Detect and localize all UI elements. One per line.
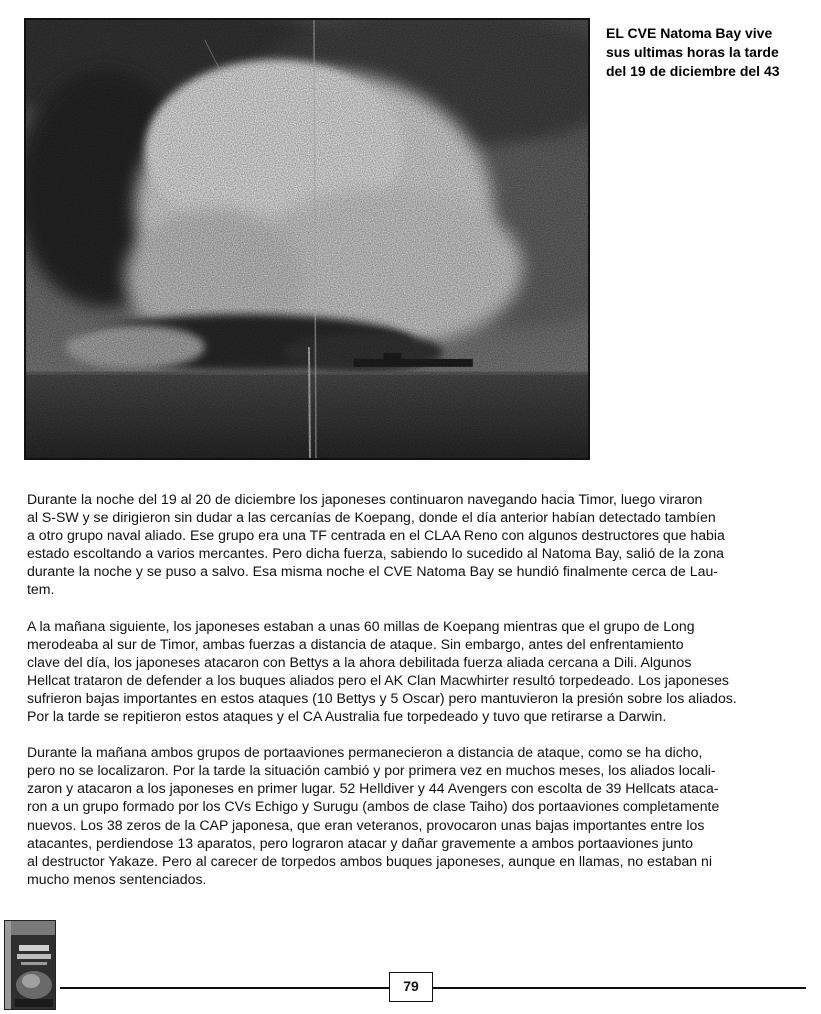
text-line: Durante la noche del 19 al 20 de diciembre los japoneses continuaron navegando hacia Timor, luego viraron (27, 491, 703, 507)
game-box-cover-icon (4, 920, 56, 1010)
text-line: nuevos. Los 38 zeros de la CAP japonesa, que eran veteranos, provocaron unas bajas importantes entre los (27, 816, 705, 833)
cover-top-band (11, 921, 55, 935)
text-line: clave del día, los japoneses atacaron con Bettys a la ahora debilitada fuerza aliada cercana a Dili. Algunos (27, 653, 692, 670)
text-line: A la mañana siguiente, los japoneses estaban a unas 60 millas de Koepang mientras que el grupo de Long (27, 617, 695, 634)
paragraph (27, 490, 817, 599)
text-line: zaron y atacaron a los japoneses en primer lugar. 52 Helldiver y 44 Avengers con escolta de 39 Hellcats ataca- (27, 780, 719, 797)
caption-line: sus ultimas horas la tarde (606, 44, 779, 60)
footer-rule-left (60, 987, 390, 989)
text-line: tem. (27, 581, 55, 598)
caption-line: EL CVE Natoma Bay vive (606, 25, 773, 41)
text-line: sufrieron bajas importantes en estos ataques (10 Bettys y 5 Oscar) pero mantuvieron la presión sobre los aliados. (27, 689, 737, 706)
warship-smoke-photo-icon (26, 20, 588, 458)
text-line: atacantes, perdiendose 13 aparatos, pero lograron atacar y dañar gravemente a ambos portaaviones junto (27, 834, 693, 851)
text-line: al destructor Yakaze. Pero al carecer de torpedos ambos buques japoneses, aunque en llamas, no estaban ni (27, 852, 713, 869)
page-number: 79 (389, 972, 433, 1002)
text-line: merodeaba al sur de Timor, ambas fuerzas a distancia de ataque. Sin embargo, antes del enfrentamiento (27, 635, 684, 652)
text-line: ron a un grupo formado por los CVs Echigo y Surugu (ambos de clase Taiho) dos portaaviones completamente (27, 798, 720, 815)
text-line: al S-SW y se dirigieron sin dudar a las cercanías de Koepang, donde el día anterior habían detectado tambíen (27, 509, 716, 526)
photo-natoma-bay (24, 18, 590, 460)
article-body (27, 490, 817, 906)
text-line: Hellcat trataron de defender a los buques aliados pero el AK Clan Macwhirter resultó torpedeado. Los japoneses (27, 671, 729, 688)
text-line: Por la tarde se repitieron estos ataques y el CA Australia fue torpedeado y tuvo que retirarse a Darwin. (27, 708, 667, 725)
photo-caption (606, 24, 816, 81)
text-line: pero no se localizaron. Por la tarde la situación cambió y por primera vez en muchos meses, los aliados locali- (27, 762, 716, 779)
text-line: durante la noche y se puso a salvo. Esa misma noche el CVE Natoma Bay se hundió finalmente cerca de Lau- (27, 563, 718, 580)
cover-art (11, 935, 56, 1010)
footer-rule-right (432, 987, 806, 989)
paragraph (27, 743, 817, 888)
caption-line: del 19 de diciembre del 43 (606, 63, 780, 79)
text-line: Durante la mañana ambos grupos de portaaviones permanecieron a distancia de ataque, como se ha dicho, (27, 744, 703, 761)
text-line: estado escoltando a varios mercantes. Pero dicha fuerza, sabiendo lo sucedido al Natoma Bay, salió de la zona (27, 545, 725, 562)
paragraph (27, 617, 817, 726)
text-line: mucho menos sentenciados. (27, 870, 207, 887)
text-line: a otro grupo naval aliado. Ese grupo era una TF centrada en el CLAA Reno con algunos destructores que habia (27, 527, 725, 544)
